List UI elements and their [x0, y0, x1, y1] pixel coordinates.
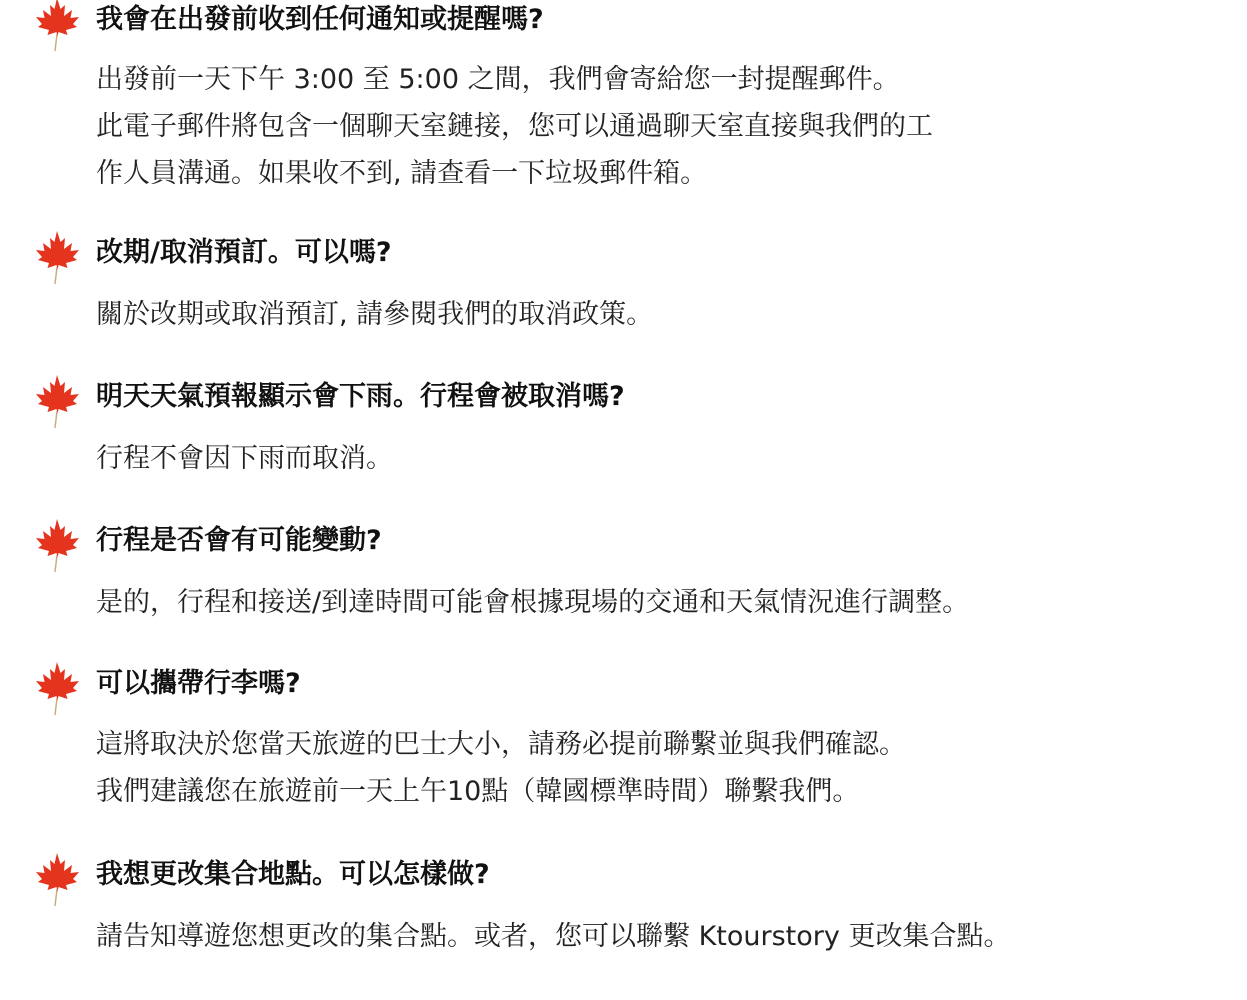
faq-question: 明天天氣預報顯示會下雨。行程會被取消嗎? — [96, 381, 625, 412]
faq-question: 我想更改集合地點。可以怎樣做? — [96, 859, 490, 890]
faq-question: 可以攜帶行李嗎? — [96, 668, 301, 699]
answer-line: 這將取決於您當天旅遊的巴士大小，請務必提前聯繫並與我們確認。 — [96, 729, 906, 760]
answer-line: 請告知導遊您想更改的集合點。或者，您可以聯繫 Ktourstory 更改集合點。 — [96, 921, 1011, 952]
faq-answer — [96, 721, 1226, 815]
faq-question: 我會在出發前收到任何通知或提醒嗎? — [96, 4, 544, 35]
answer-line: 關於改期或取消預訂, 請參閱我們的取消政策。 — [96, 299, 654, 330]
faq-question: 行程是否會有可能變動? — [96, 525, 382, 556]
maple-leaf-icon — [32, 851, 82, 907]
answer-line: 作人員溝通。如果收不到, 請查看一下垃圾郵件箱。 — [96, 158, 708, 189]
answer-line: 出發前一天下午 3:00 至 5:00 之間，我們會寄給您一封提醒郵件。 — [96, 64, 900, 95]
faq-answer — [96, 579, 1226, 626]
maple-leaf-icon — [32, 0, 82, 52]
faq-answer — [96, 913, 1226, 960]
faq-answer — [96, 56, 1226, 197]
faq-answer — [96, 435, 1226, 482]
answer-line: 是的，行程和接送/到達時間可能會根據現場的交通和天氣情況進行調整。 — [96, 587, 970, 618]
answer-line: 行程不會因下雨而取消。 — [96, 443, 393, 474]
answer-line: 此電子郵件將包含一個聊天室鏈接，您可以通過聊天室直接與我們的工 — [96, 111, 933, 142]
answer-line: 我們建議您在旅遊前一天上午10點（韓國標準時間）聯繫我們。 — [96, 776, 860, 807]
maple-leaf-icon — [32, 517, 82, 573]
maple-leaf-icon — [32, 373, 82, 429]
faq-answer — [96, 291, 1226, 338]
maple-leaf-icon — [32, 229, 82, 285]
faq-question: 改期/取消預訂。可以嗎? — [96, 237, 392, 268]
maple-leaf-icon — [32, 660, 82, 716]
